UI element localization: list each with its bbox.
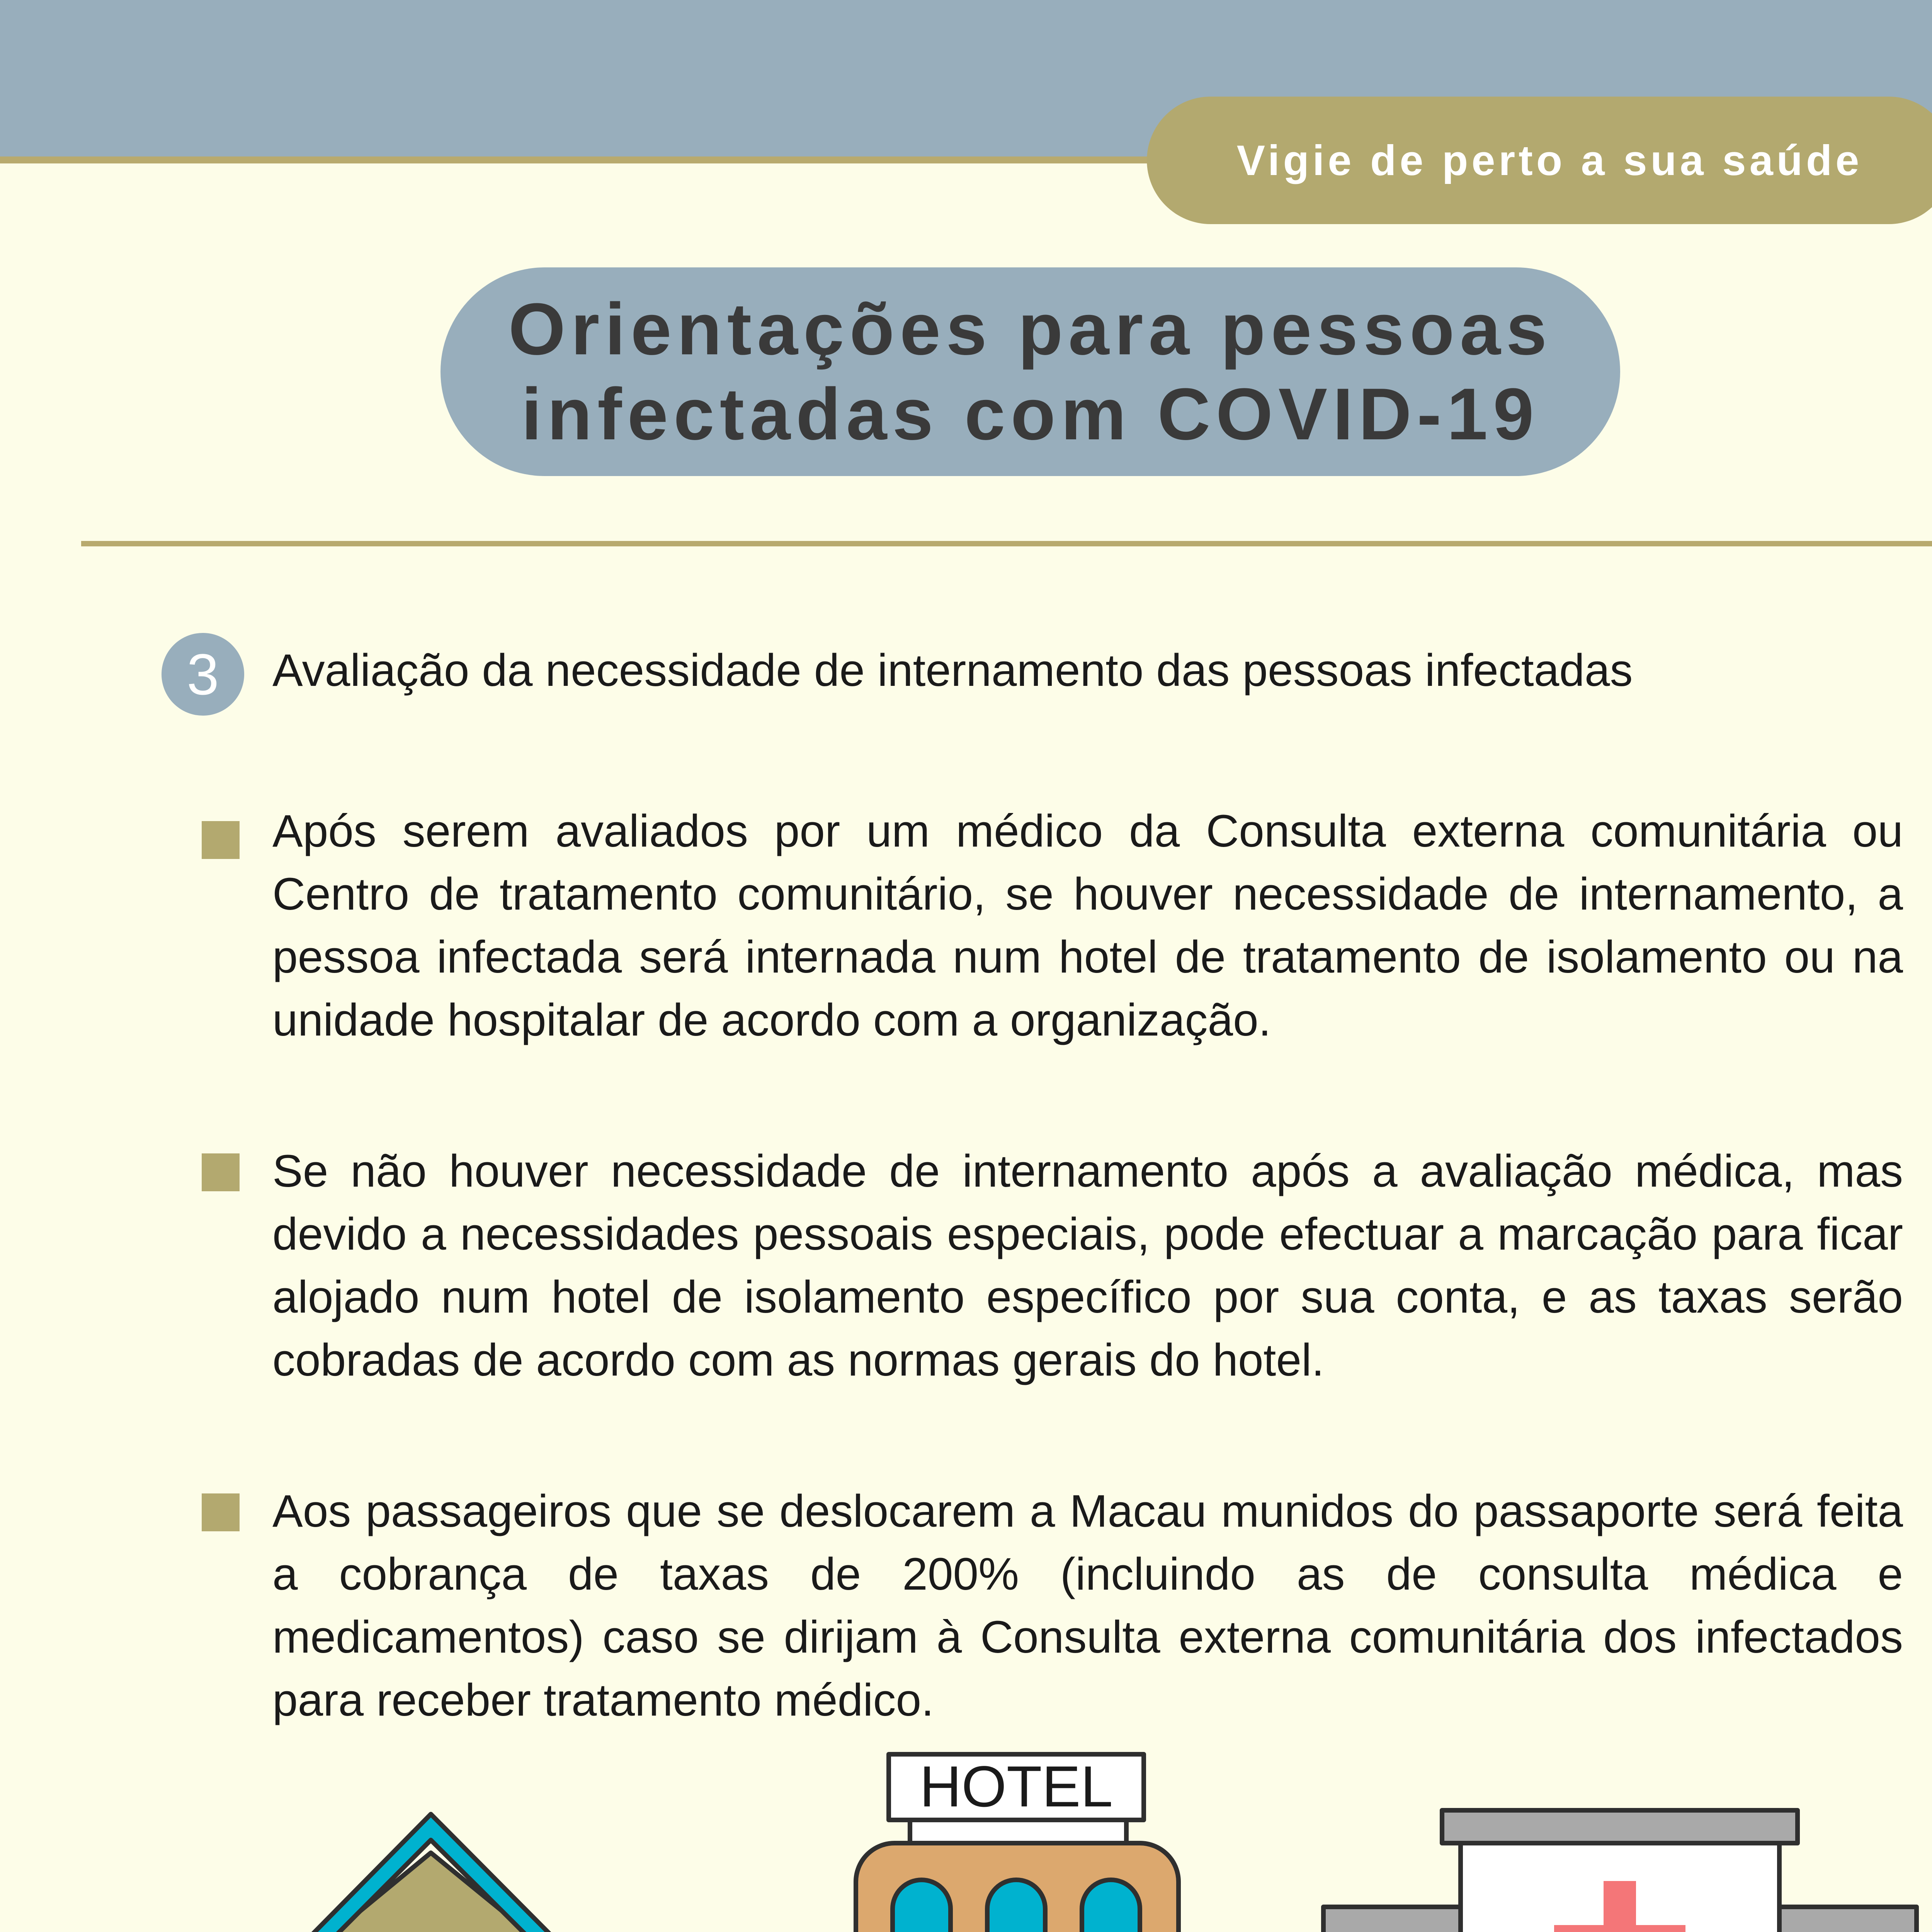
bullet-text-1: Após serem avaliados por um médico da Consulta externa comunitária ou Centro de tratamento comunitário, se houver necessidade de internamento, a pessoa infectada será internada num hotel de tratamento de isolamento ou na unidade hospitalar de acordo com a organização. — [272, 806, 1903, 1046]
bullet-text-2: Se não houver necessidade de internamento após a avaliação médica, mas devido a necessidades pessoais especiais, pode efectuar a marcação para ficar alojado num hotel de isolamento específico por sua conta, e as taxas serão cobradas de acordo com as normas gerais do hotel. — [272, 1146, 1903, 1386]
bullet-square-icon — [202, 1153, 240, 1191]
page-title — [440, 267, 1620, 476]
header-tag: Vigie de perto a sua saúde — [1236, 136, 1863, 184]
hotel-sign: HOTEL — [919, 1754, 1113, 1819]
bullet-square-icon — [202, 821, 240, 859]
section-title: Avaliação da necessidade de internamento das pessoas infectadas — [272, 645, 1633, 696]
section-number: 3 — [187, 641, 219, 707]
title-divider — [81, 541, 1932, 546]
hospital-icon — [1323, 1810, 1917, 1932]
page-title-line-1: Orientações para pessoas — [508, 288, 1553, 370]
hotel-icon — [856, 1754, 1179, 1932]
header-tag-pill — [1147, 97, 1932, 224]
section-number-badge — [162, 633, 244, 716]
illustrations — [0, 1747, 1932, 1932]
bullet-square-icon — [202, 1493, 240, 1531]
page-title-line-2: infectadas com COVID-19 — [521, 373, 1539, 455]
bullet-text-3: Aos passageiros que se deslocarem a Macau munidos do passaporte será feita a cobrança de taxas de 200% (incluindo as de consulta médica e medicamentos) caso se dirijam à Consulta externa comunitária dos infectados para receber tratamento médico. — [272, 1486, 1903, 1726]
house-icon — [160, 1814, 703, 1932]
